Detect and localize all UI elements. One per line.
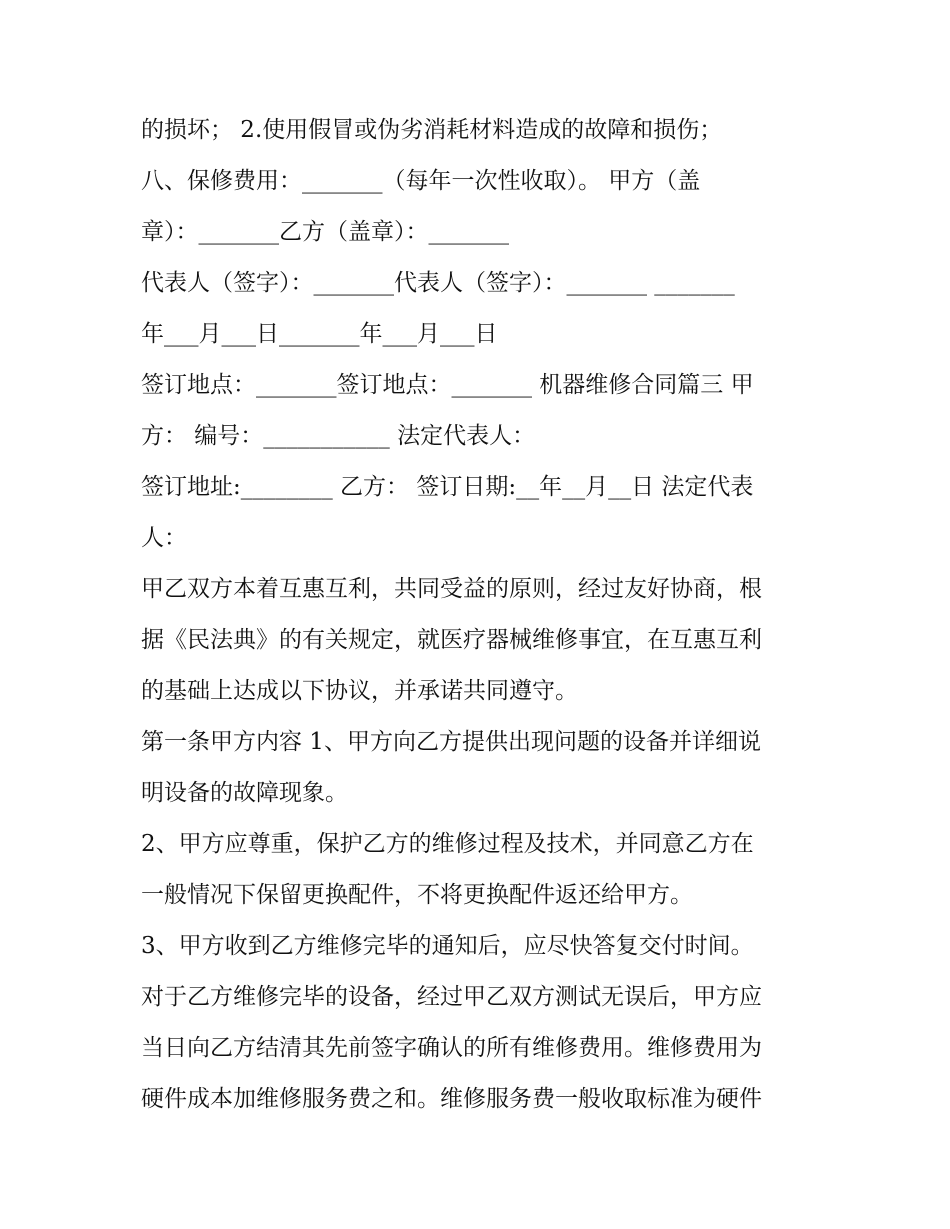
text-line: 对于乙方维修完毕的设备，经过甲乙双方测试无误后，甲方应 bbox=[141, 984, 762, 1010]
text-line: 的损坏； 2.使用假冒或伪劣消耗材料造成的故障和损伤； bbox=[141, 117, 723, 143]
text-line: 的基础上达成以下协议，并承诺共同遵守。 bbox=[141, 678, 578, 704]
text-line: 据《民法典》的有关规定，就医疗器械维修事宜，在互惠互利 bbox=[141, 627, 762, 653]
text-line: 甲乙双方本着互惠互利，共同受益的原则，经过友好协商，根 bbox=[141, 576, 762, 602]
text-line: 第一条甲方内容 1、甲方向乙方提供出现问题的设备并详细说 bbox=[141, 729, 761, 755]
text-line: 硬件成本加维修服务费之和。维修服务费一般收取标准为硬件 bbox=[141, 1086, 762, 1112]
text-line: 签订地点：_______签订地点：_______ 机器维修合同篇三 甲 bbox=[141, 372, 754, 398]
text-line: 方： 编号：___________ 法定代表人： bbox=[141, 423, 536, 449]
text-line: 年___月___日_______年___月___日 bbox=[141, 321, 498, 347]
text-line: 一般情况下保留更换配件，不将更换配件返还给甲方。 bbox=[141, 882, 693, 908]
text-line: 明设备的故障现象。 bbox=[141, 780, 348, 806]
text-line: 当日向乙方结清其先前签字确认的所有维修费用。维修费用为 bbox=[141, 1035, 762, 1061]
text-line: 代表人（签字）：_______代表人（签字）：_______ _______ bbox=[141, 270, 735, 296]
text-line: 3、甲方收到乙方维修完毕的通知后，应尽快答复交付时间。 bbox=[141, 933, 754, 959]
text-line: 章）：_______乙方（盖章）：_______ bbox=[141, 219, 509, 245]
document-body bbox=[141, 105, 821, 1125]
text-line: 2、甲方应尊重，保护乙方的维修过程及技术，并同意乙方在 bbox=[141, 831, 754, 857]
text-line: 八、保修费用：_______（每年一次性收取）。 甲方（盖 bbox=[141, 168, 701, 194]
text-line: 签订地址:________ 乙方： 签订日期:__年__月__日 法定代表 bbox=[141, 474, 754, 500]
text-line: 人： bbox=[141, 525, 187, 551]
